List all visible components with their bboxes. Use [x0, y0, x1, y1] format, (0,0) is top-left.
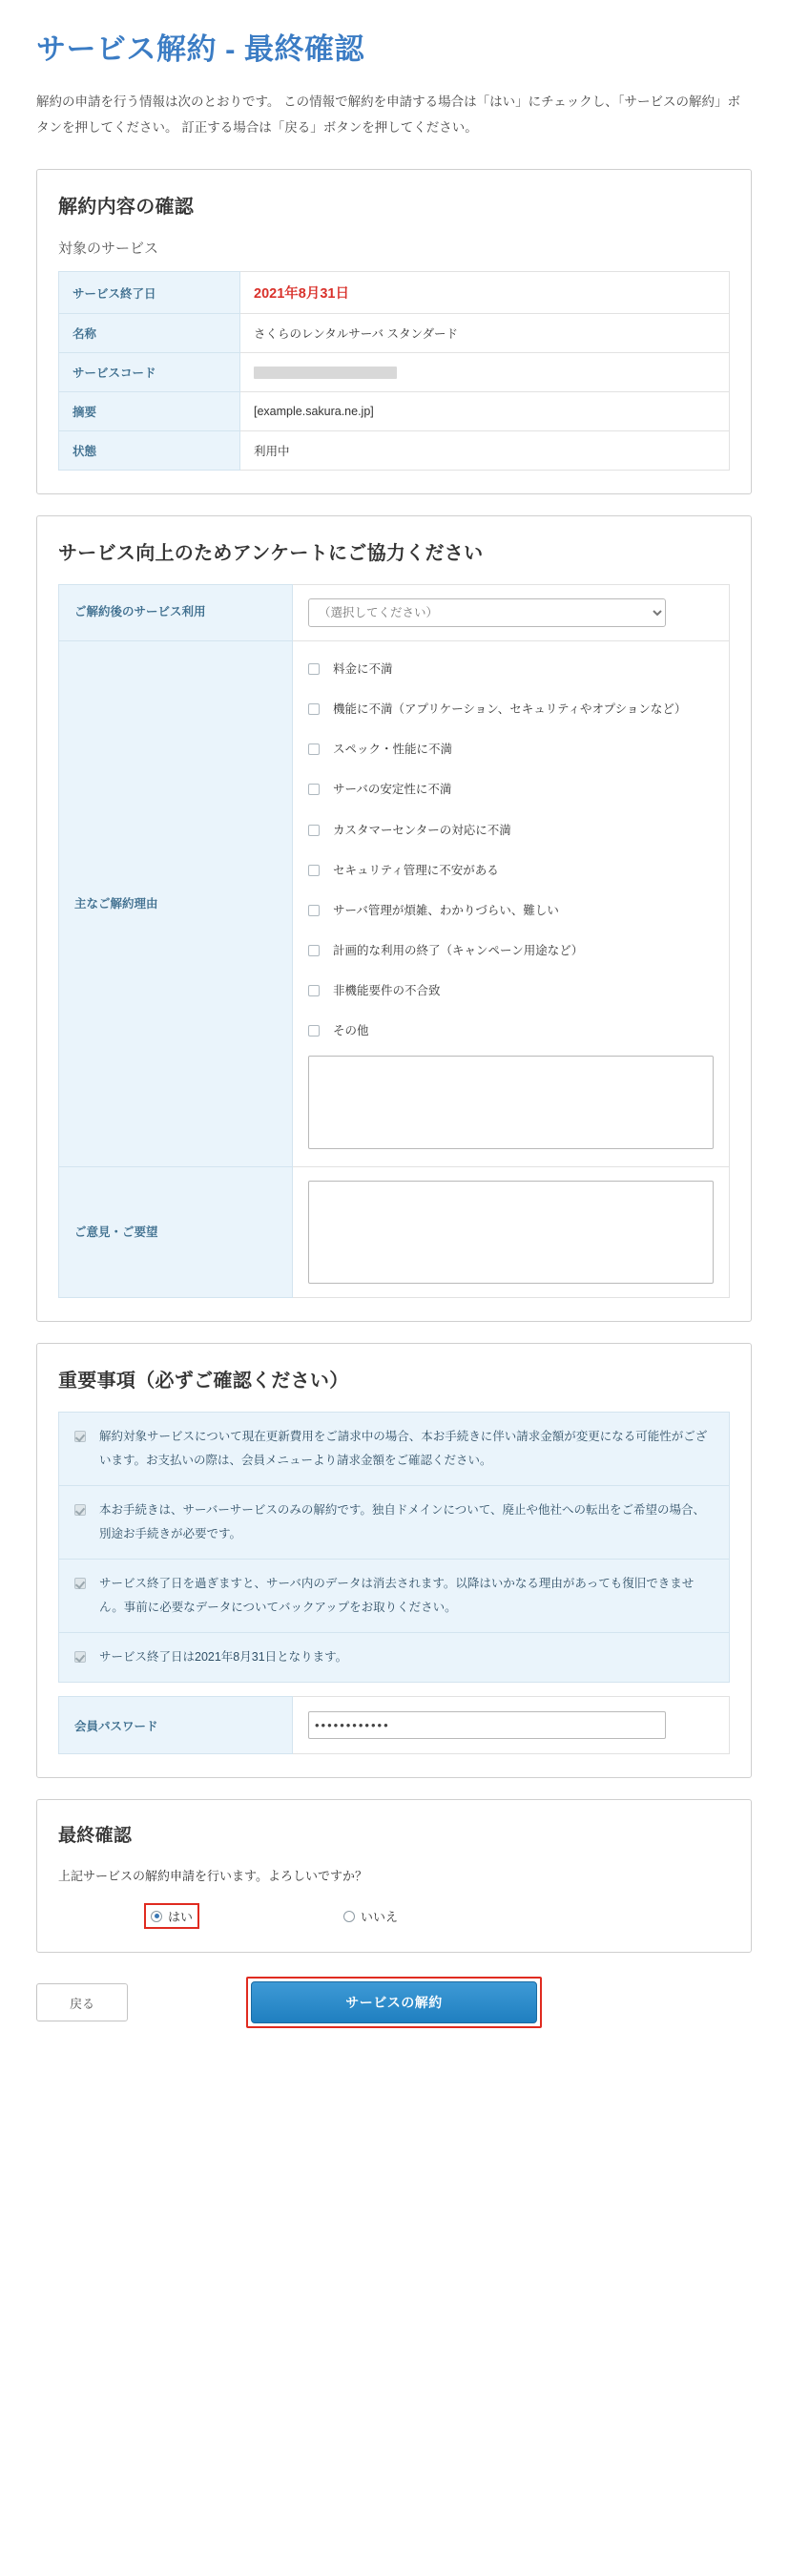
radio-icon[interactable] [343, 1911, 355, 1922]
important-notes-panel [36, 1343, 752, 1778]
checkbox-icon[interactable] [308, 784, 320, 795]
note-text: サービス終了日は2021年8月31日となります。 [99, 1650, 348, 1665]
checkbox-checked-icon[interactable] [74, 1431, 86, 1442]
checkbox-icon[interactable] [308, 865, 320, 876]
row-label-summary: 摘要 [59, 392, 240, 431]
back-button[interactable]: 戻る [36, 1983, 128, 2021]
label-post-cancel-usage: ご解約後のサービス利用 [59, 585, 293, 641]
reason-checkbox-list [308, 659, 714, 1042]
reason-free-text-input[interactable] [308, 1056, 714, 1149]
list-item[interactable] [308, 820, 714, 842]
reason-label: 非機能要件の不合致 [333, 984, 441, 997]
list-item[interactable] [308, 739, 714, 761]
important-notes-title: 重要事項（必ずご確認ください） [58, 1371, 349, 1393]
checkbox-icon[interactable] [308, 703, 320, 715]
row-value-service-code [240, 353, 730, 392]
row-value-end-date [240, 272, 730, 314]
checkbox-icon[interactable] [308, 945, 320, 956]
checkbox-checked-icon[interactable] [74, 1578, 86, 1589]
footer-actions [36, 1978, 752, 2027]
page-lead-text: 解約の申請を行う情報は次のとおりです。 この情報で解約を申請する場合は「はい」にチェックし、「サービスの解約」ボタンを押してください。 訂正する場合は「戻る」ボタンを押してください。 [36, 94, 741, 135]
confirm-details-title: 解約内容の確認 [58, 197, 195, 218]
checkbox-icon[interactable] [308, 743, 320, 755]
note-text: 解約対象サービスについて現在更新費用をご請求中の場合、本お手続きに伴い請求金額が変更になる可能性がございます。お支払いの際は、会員メニューより請求金額をご確認ください。 [99, 1430, 708, 1468]
checkbox-checked-icon[interactable] [74, 1504, 86, 1516]
table-row [59, 314, 730, 353]
row-label-name: 名称 [59, 314, 240, 353]
service-end-date-value: 2021年8月31日 [254, 286, 349, 302]
label-main-reason: 主なご解約理由 [59, 641, 293, 1167]
survey-title: サービス向上のためアンケートにご協力ください [58, 543, 484, 564]
radio-label-no: いいえ [361, 1910, 399, 1925]
cell-main-reason [293, 641, 730, 1167]
list-item[interactable] [58, 1559, 730, 1632]
list-item[interactable] [308, 659, 714, 681]
page-title: サービス解約 - 最終確認 [36, 32, 365, 66]
reason-label: セキュリティ管理に不安がある [333, 863, 499, 877]
opinion-textarea[interactable] [308, 1181, 714, 1284]
table-row [59, 641, 730, 1167]
table-row [59, 431, 730, 471]
service-details-table [58, 271, 730, 471]
table-row [59, 353, 730, 392]
reason-label: 機能に不満（アプリケーション、セキュリティやオプションなど） [333, 702, 687, 717]
final-confirm-title: 最終確認 [58, 1826, 133, 1847]
cell-member-password [293, 1697, 730, 1754]
table-row [59, 272, 730, 314]
list-item[interactable] [58, 1485, 730, 1559]
table-row [59, 1697, 730, 1754]
list-item[interactable] [58, 1632, 730, 1683]
cancel-service-submit-button[interactable]: サービスの解約 [251, 1981, 537, 2023]
list-item[interactable] [308, 860, 714, 882]
final-confirm-panel [36, 1799, 752, 1953]
reason-label: カスタマーセンターの対応に不満 [333, 823, 511, 837]
note-text: サービス終了日を過ぎますと、サーバ内のデータは消去されます。以降はいかなる理由があっても復旧できません。事前に必要なデータについてバックアップをお取りください。 [99, 1577, 695, 1615]
checkbox-checked-icon[interactable] [74, 1651, 86, 1663]
list-item[interactable] [308, 900, 714, 922]
table-row [59, 1167, 730, 1298]
reason-label: サーバの安定性に不満 [333, 783, 452, 797]
list-item[interactable] [308, 940, 714, 962]
list-item[interactable] [308, 1020, 714, 1042]
reason-label: その他 [333, 1024, 369, 1038]
reason-label: 計画的な利用の終了（キャンペーン用途など） [333, 943, 584, 957]
reason-label: 料金に不満 [333, 662, 393, 676]
final-confirm-radio-group [58, 1903, 730, 1929]
checkbox-icon[interactable] [308, 905, 320, 916]
row-label-service-code: サービスコード [59, 353, 240, 392]
checkbox-icon[interactable] [308, 985, 320, 996]
list-item[interactable] [58, 1412, 730, 1485]
list-item[interactable] [308, 699, 714, 721]
radio-option-no[interactable] [338, 1904, 404, 1928]
row-label-end-date: サービス終了日 [59, 272, 240, 314]
note-text: 本お手続きは、サーバーサービスのみの解約です。独自ドメインについて、廃止や他社への転出をご希望の場合、別途お手続きが必要です。 [99, 1503, 706, 1541]
confirm-details-panel [36, 169, 752, 494]
checkbox-icon[interactable] [308, 825, 320, 836]
survey-table [58, 584, 730, 1298]
row-label-status: 状態 [59, 431, 240, 471]
important-notes-list [58, 1412, 730, 1683]
label-opinion: ご意見・ご要望 [59, 1167, 293, 1298]
radio-option-yes[interactable] [144, 1903, 199, 1929]
list-item[interactable] [308, 980, 714, 1002]
final-confirm-question: 上記サービスの解約申請を行います。よろしいですか？ [58, 1869, 367, 1884]
submit-highlight-box [246, 1977, 542, 2028]
table-row [59, 585, 730, 641]
member-password-table [58, 1696, 730, 1754]
post-cancel-usage-select[interactable] [308, 598, 666, 627]
row-value-name: さくらのレンタルサーバ スタンダード [240, 314, 730, 353]
target-service-label: 対象のサービス [58, 241, 159, 257]
reason-label: サーバ管理が煩雑、わかりづらい、難しい [333, 903, 559, 917]
checkbox-icon[interactable] [308, 663, 320, 675]
table-row [59, 392, 730, 431]
row-value-summary: [example.sakura.ne.jp] [240, 392, 730, 431]
radio-selected-icon[interactable] [151, 1911, 162, 1922]
radio-label-yes: はい [168, 1910, 194, 1925]
survey-panel [36, 515, 752, 1322]
label-member-password: 会員パスワード [59, 1697, 293, 1754]
masked-value-bar [254, 367, 397, 379]
row-value-status: 利用中 [240, 431, 730, 471]
cell-post-cancel-usage [293, 585, 730, 641]
checkbox-icon[interactable] [308, 1025, 320, 1037]
list-item[interactable] [308, 779, 714, 801]
member-password-input[interactable] [308, 1711, 666, 1739]
reason-label: スペック・性能に不満 [333, 743, 453, 757]
cell-opinion [293, 1167, 730, 1298]
